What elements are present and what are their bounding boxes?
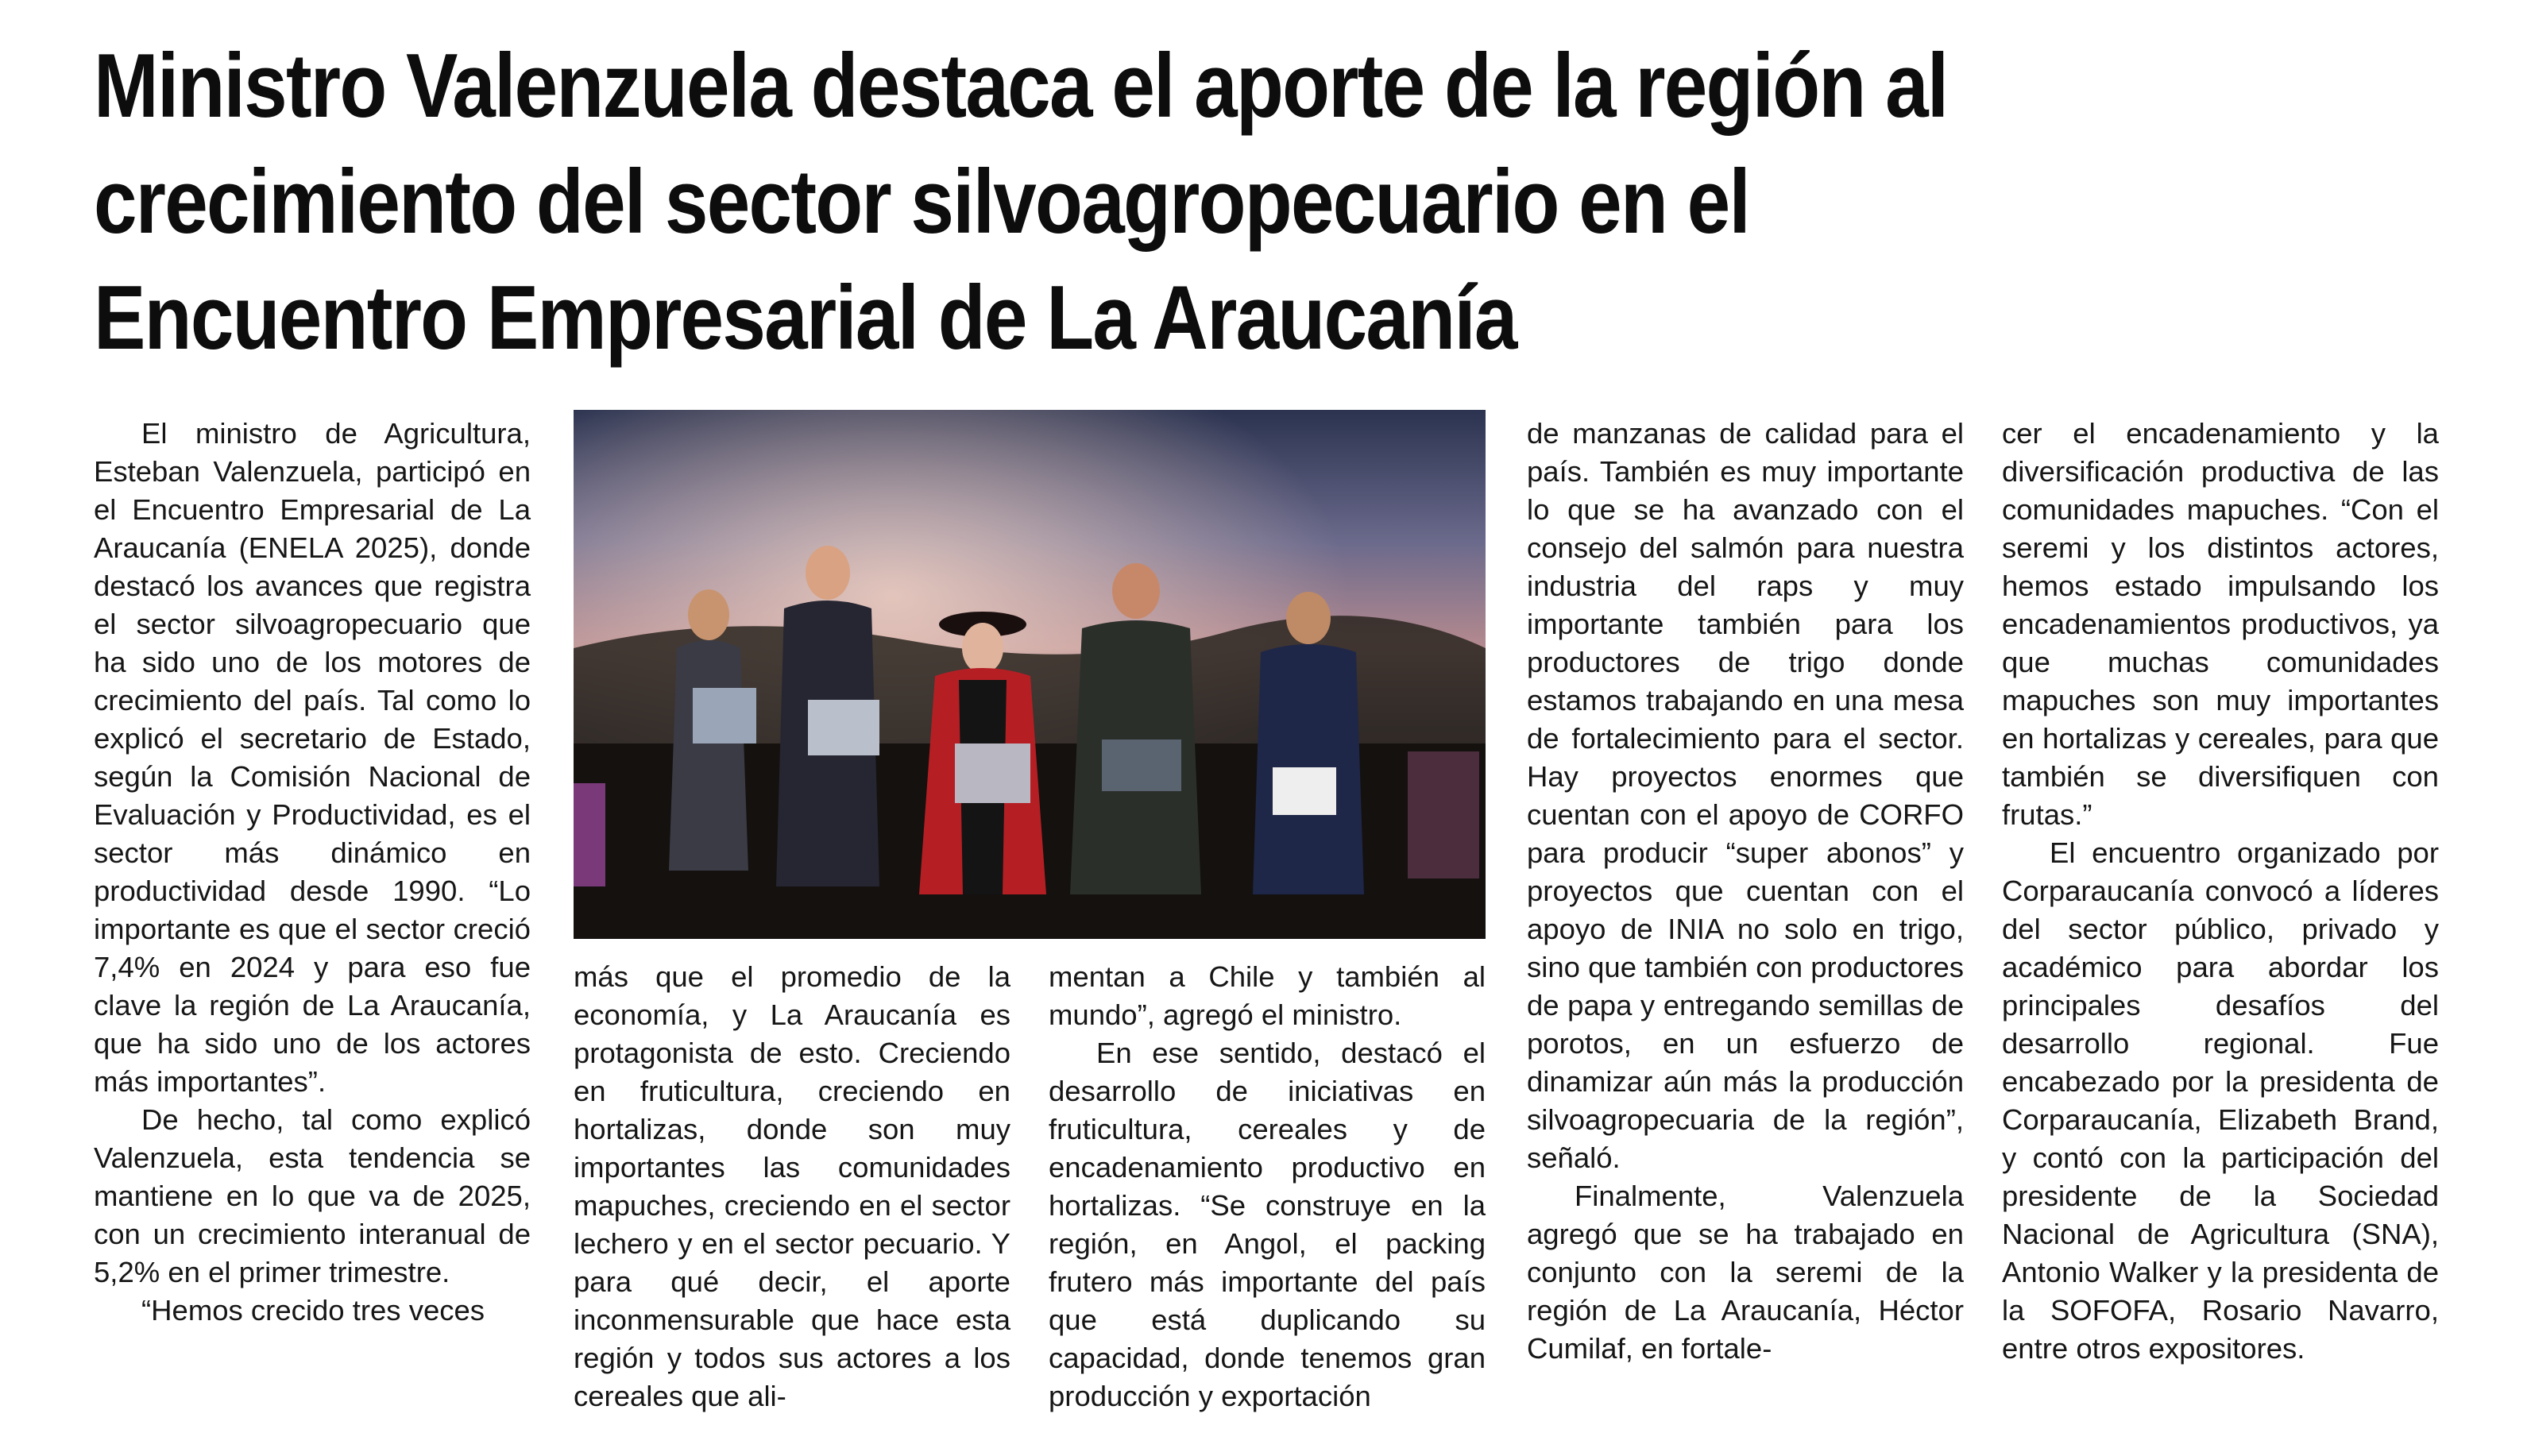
- paragraph: El ministro de Agricultura, Esteban Valenzuela, participó en el Encuentro Empresarial de La Araucanía (ENELA 2025), donde destacó los avances que registra el sector silvoagropecuario que ha sido uno de los motores de crecimiento del país. Tal como lo explicó el secretario de Estado, según la Comisión Nacional de Evaluación y Productividad, es el sector más dinámico en productividad desde 1990. “Lo importante es que el sector creció 7,4% en 2024 y para eso fue clave la región de La Araucanía, que ha sido uno de los actores más importantes”.: [94, 417, 531, 1098]
- article-column-2: [574, 958, 1010, 1435]
- article-column-5: [2002, 415, 2439, 1431]
- event-photo: [574, 410, 1486, 939]
- paragraph: De hecho, tal como explicó Valenzuela, esta tendencia se mantiene en lo que va de 2025, con un crecimiento interanual de 5,2% en el primer trimestre.: [94, 1103, 531, 1288]
- article-column-1: [94, 415, 531, 1431]
- paragraph: cer el encadenamiento y la diversificación productiva de las comunidades mapuches. “Con el seremi y los distintos actores, hemos estado impulsando los encadenamientos productivos, ya que muchas comunidades mapuches son muy importantes en hortalizas y cereales, para que también se diversifiquen con frutas.”: [2002, 417, 2439, 831]
- paragraph: de manzanas de calidad para el país. También es muy importante lo que se ha avanzado con el consejo del salmón para nuestra industria del raps y muy importante también para los productores de trigo donde estamos trabajando en una mesa de fortalecimiento para el sector. Hay proyectos enormes que cuentan con el apoyo de CORFO para producir “super abonos” y proyectos que cuentan con el apoyo de INIA no solo en trigo, sino que también con productores de papa y entregando semillas de porotos, en un esfuerzo de dinamizar aún más la producción silvoagropecuaria de la región”, señaló.: [1527, 417, 1964, 1174]
- article-column-4: [1527, 415, 1964, 1431]
- event-photo-icon: [574, 410, 1486, 939]
- paragraph: más que el promedio de la economía, y La Araucanía es protagonista de esto. Creciendo en fruticultura, creciendo en hortalizas, donde son muy importantes las comunidades mapuches, creciendo en el sector lechero y en el sector pecuario. Y para qué decir, el aporte inconmensurable que hace esta región y todos sus actores a los cereales que ali-: [574, 960, 1010, 1412]
- paragraph: El encuentro organizado por Corparaucanía convocó a líderes del sector público, privado y académico para abordar los principales desafíos del desarrollo regional. Fue encabezado por la presidenta de Corparaucanía, Elizabeth Brand, y contó con la participación del presidente de la Sociedad Nacional de Agricultura (SNA), Antonio Walker y la presidenta de la SOFOFA, Rosario Navarro, entre otros expositores.: [2002, 836, 2439, 1365]
- paragraph: Finalmente, Valenzuela agregó que se ha trabajado en conjunto con la seremi de la región de La Araucanía, Héctor Cumilaf, en fortale-: [1527, 1180, 1964, 1365]
- headline: Ministro Valenzuela destaca el aporte de la región al crecimiento del sector silvoagropecuario en el Encuentro Empresarial de La Araucanía: [94, 36, 1948, 369]
- paragraph: “Hemos crecido tres veces: [141, 1294, 485, 1327]
- paragraph: En ese sentido, destacó el desarrollo de iniciativas en fruticultura, cereales y de encadenamiento productivo en hortalizas. “Se construye en la región, en Angol, el packing frutero más importante del país que está duplicando su capacidad, donde tenemos gran producción y exportación: [1049, 1037, 1486, 1412]
- paragraph: mentan a Chile y también al mundo”, agregó el ministro.: [1049, 960, 1486, 1031]
- article-column-3: [1049, 958, 1486, 1435]
